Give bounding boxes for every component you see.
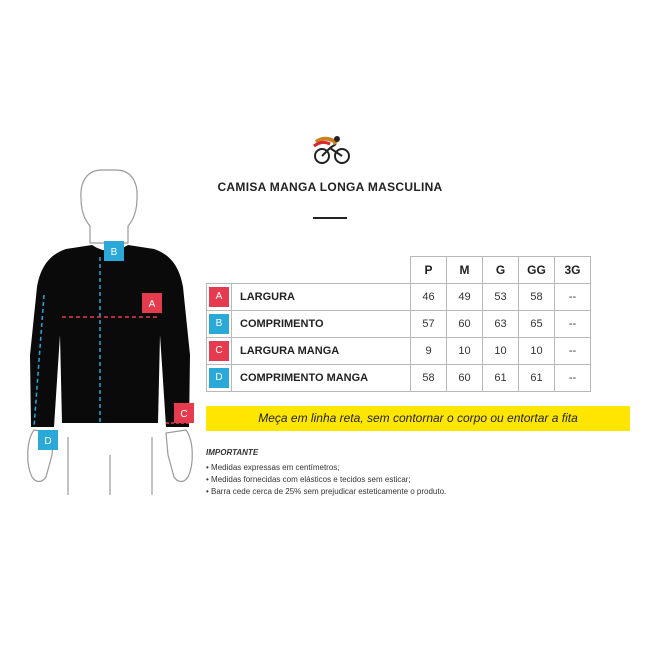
cell-value: 49	[447, 284, 483, 311]
cell-value: 60	[447, 311, 483, 338]
shirt-body	[30, 245, 190, 427]
logo-rider-stripe	[314, 142, 330, 146]
logo-wheel-front	[335, 149, 349, 163]
note-item: • Medidas fornecidas com elásticos e tecidos sem esticar;	[206, 475, 411, 484]
head-outline	[81, 170, 137, 243]
cell-value: 63	[483, 311, 519, 338]
cell-value: 53	[483, 284, 519, 311]
table-row	[207, 311, 591, 338]
note-item: • Medidas expressas em centímetros;	[206, 463, 340, 472]
col-header-gg: GG	[519, 257, 555, 284]
label-a: A	[148, 299, 156, 310]
shirt-figure	[20, 165, 200, 495]
row-label: LARGURA	[232, 284, 411, 311]
cell-value: --	[555, 338, 591, 365]
col-header-g: G	[483, 257, 519, 284]
cell-value: 10	[447, 338, 483, 365]
title-divider	[313, 217, 347, 219]
col-header-3g: 3G	[555, 257, 591, 284]
label-d: D	[44, 436, 52, 447]
row-tag-a: A	[209, 287, 229, 307]
cell-value: 58	[519, 284, 555, 311]
col-header-p: P	[411, 257, 447, 284]
table-row	[207, 284, 591, 311]
label-b: B	[110, 247, 118, 258]
cyclist-logo	[310, 132, 352, 166]
cell-value: 9	[411, 338, 447, 365]
cell-value: --	[555, 284, 591, 311]
right-hand	[166, 430, 192, 482]
important-notes	[206, 447, 446, 498]
cell-value: 58	[411, 365, 447, 392]
cell-value: 46	[411, 284, 447, 311]
table-row	[207, 365, 591, 392]
cell-value: --	[555, 365, 591, 392]
cell-value: 60	[447, 365, 483, 392]
size-table	[206, 256, 591, 392]
table-row	[207, 338, 591, 365]
cell-value: 65	[519, 311, 555, 338]
note-item: • Barra cede cerca de 25% sem prejudicar esteticamente o produto.	[206, 487, 447, 496]
logo-head	[334, 136, 340, 142]
cell-value: 10	[519, 338, 555, 365]
cell-value: 61	[519, 365, 555, 392]
row-tag-c: C	[209, 341, 229, 361]
page-title: CAMISA MANGA LONGA MASCULINA	[217, 180, 443, 194]
cell-value: 10	[483, 338, 519, 365]
row-tag-d: D	[209, 368, 229, 388]
col-header-m: M	[447, 257, 483, 284]
measure-instruction-banner: Meça em linha reta, sem contornar o corpo ou entortar a fita	[206, 406, 630, 431]
notes-heading: IMPORTANTE	[206, 448, 259, 457]
row-label: COMPRIMENTO	[232, 311, 411, 338]
label-c: C	[180, 409, 188, 420]
table-header-row	[207, 257, 591, 284]
row-tag-b: B	[209, 314, 229, 334]
legs	[68, 437, 152, 495]
cell-value: 57	[411, 311, 447, 338]
row-label: COMPRIMENTO MANGA	[232, 365, 411, 392]
row-label: LARGURA MANGA	[232, 338, 411, 365]
cell-value: 61	[483, 365, 519, 392]
cell-value: --	[555, 311, 591, 338]
